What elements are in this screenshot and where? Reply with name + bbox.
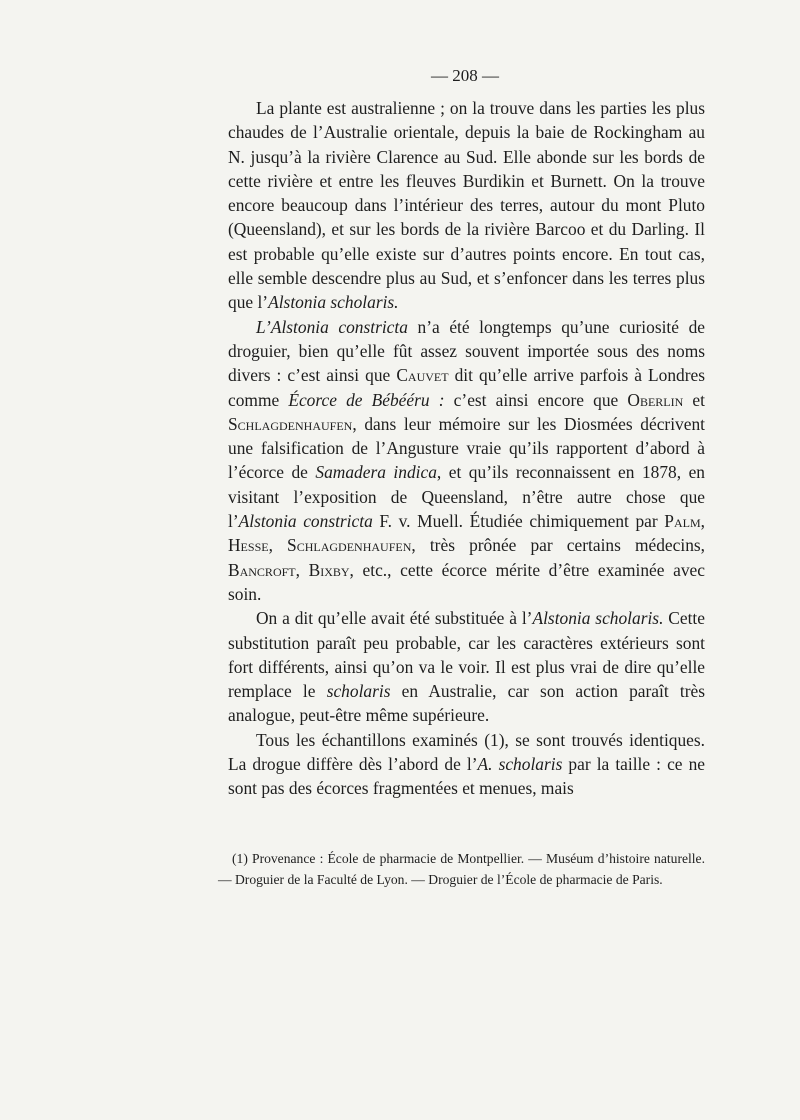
text-run: , et qu’ils reconnaissent en 1878, en visitant l’exposition de Queensland, n’être autre chose que l’: [228, 462, 706, 532]
footnote: (1) Provenance : École de pharmacie de Montpellier. — Muséum d’histoire naturelle. — Droguier de la Faculté de Lyon. — Droguier de l’École de pharmacie de Paris.: [218, 851, 705, 887]
paragraph: [228, 728, 705, 801]
italic-text: Alstonia scholaris.: [532, 608, 664, 629]
text-run: par la taille : ce ne sont pas des écorces fragmentées et menues, mais: [228, 754, 705, 799]
italic-text: scholaris: [326, 681, 391, 702]
text-run: n’a été longtemps qu’une curiosité de droguier, bien qu’elle fût assez souvent importée sous des noms divers : c’est ainsi que: [228, 316, 705, 386]
text-run: La plante est australienne ; on la trouve dans les parties les plus chaudes de l’Australie orientale, depuis la baie de Rockingham au N. jusqu’à la rivière Clarence au Sud. Elle abonde sur les bords de cette rivière et entre les fleuves Burdikin et Burnett. On la trouve encore beaucoup dans l’intérieur des terres, autour du mont Pluto (Queensland), et sur les bords de la rivière Barcoo et du Darling. Il est probable qu’elle existe sur d’autres points encore. En tout cas, elle semble descendre plus au Sud, et s’enfoncer dans les terres plus que l’: [228, 98, 705, 313]
footnotes: [218, 848, 705, 890]
paragraph: [228, 606, 705, 727]
text-run: et: [683, 389, 705, 410]
author-name: Palm: [664, 511, 701, 532]
author-name: Schlagdenhaufen: [228, 413, 353, 434]
text-run: , dans leur mémoire sur les Diosmées décrivent une falsification de l’Angusture vraie qu’ils rapportent d’abord à l’écorce de: [228, 413, 705, 483]
author-name: Hesse: [228, 535, 269, 556]
italic-text: Alstonia scholaris.: [268, 292, 399, 313]
page-number: — 208 —: [431, 66, 499, 85]
text-run: Tous les échantillons examinés (1), se sont trouvés identiques. La drogue diffère dès l’abord de l’: [228, 729, 705, 775]
text-run: en Australie, car son action paraît très analogue, peut-être même supérieure.: [228, 681, 706, 726]
text-run: Cette substitution paraît peu probable, car les caractères extérieurs sont fort différents, ainsi qu’on va le voir. Il est plus vrai de dire qu’elle remplace le: [228, 608, 705, 702]
text-run: , très prônée par certains médecins,: [411, 535, 706, 556]
text-run: F. v. Muell. Étudiée chimiquement par: [372, 511, 665, 532]
author-name: Cauvet: [396, 365, 449, 386]
text-run: dit qu’elle arrive parfois à Londres comme: [228, 365, 705, 410]
author-name: Oberlin: [627, 389, 684, 410]
italic-text: Écorce de Bébééru :: [288, 389, 445, 410]
paragraph: [228, 96, 705, 315]
paragraph: [228, 315, 705, 607]
author-name: Bancroft: [228, 559, 296, 580]
italic-text: Alstonia constricta: [238, 511, 373, 532]
text-run: , etc., cette écorce mérite d’être examinée avec soin.: [228, 559, 705, 604]
italic-text: L’Alstonia constricta: [256, 316, 408, 337]
author-name: Schlagdenhaufen: [287, 535, 412, 556]
text-run: c’est ainsi encore que: [444, 389, 628, 410]
body-text: [228, 96, 705, 801]
text-run: ,: [295, 559, 309, 580]
text-run: ,: [700, 511, 705, 532]
text-run: On a dit qu’elle avait été substituée à l’: [256, 608, 533, 629]
text-run: ,: [268, 535, 288, 556]
italic-text: A. scholaris: [477, 754, 563, 775]
italic-text: Samadera indica: [315, 462, 437, 483]
author-name: Bixby: [308, 559, 350, 580]
